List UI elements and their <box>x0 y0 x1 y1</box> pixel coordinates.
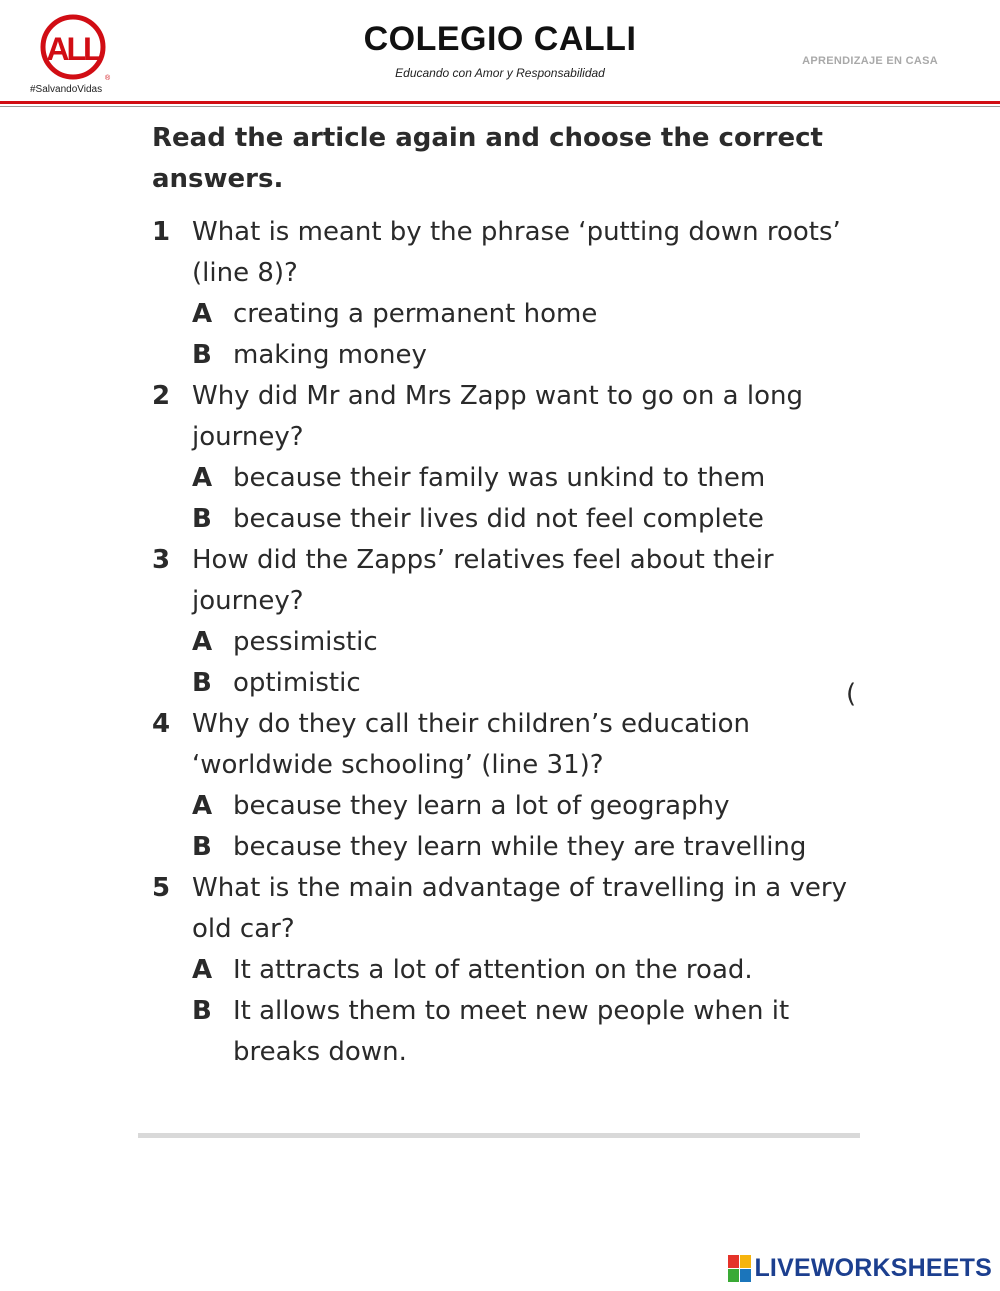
worksheet-content <box>152 118 852 1073</box>
question-1-option-a[interactable] <box>152 294 852 335</box>
question-text: What is the main advantage of travelling in a very old car? <box>192 873 847 944</box>
question-3 <box>152 540 852 622</box>
option-text: because they learn while they are travelling <box>233 832 807 862</box>
option-text: because their lives did not feel complete <box>233 504 764 534</box>
option-text: optimistic <box>233 668 361 698</box>
question-5-option-b[interactable] <box>152 991 852 1073</box>
svg-text:®: ® <box>105 75 111 82</box>
svg-text:ALL: ALL <box>46 31 100 67</box>
question-2 <box>152 376 852 458</box>
question-text: How did the Zapps’ relatives feel about their journey? <box>192 545 774 616</box>
liveworksheets-logo-icon <box>728 1255 751 1282</box>
question-5 <box>152 868 852 950</box>
school-motto: Educando con Amor y Responsabilidad <box>395 66 605 80</box>
stray-bracket-mark: ( <box>846 679 857 709</box>
question-3-option-a[interactable] <box>152 622 852 663</box>
question-number: 4 <box>152 709 171 739</box>
option-letter: B <box>192 340 212 370</box>
option-text: creating a permanent home <box>233 299 598 329</box>
question-number: 1 <box>152 217 171 247</box>
logo-block-yellow <box>740 1255 751 1268</box>
question-2-option-b[interactable] <box>152 499 852 540</box>
question-number: 5 <box>152 873 171 903</box>
question-1-option-b[interactable] <box>152 335 852 376</box>
option-letter: A <box>192 299 213 329</box>
question-1 <box>152 212 852 294</box>
option-text: It allows them to meet new people when it breaks down. <box>233 996 790 1067</box>
option-letter: B <box>192 832 212 862</box>
school-name: COLEGIO CALLI <box>363 20 637 58</box>
instructions-heading: Read the article again and choose the correct answers. <box>152 123 823 194</box>
question-4 <box>152 704 852 786</box>
header-divider-gray <box>0 106 1000 107</box>
page-header <box>0 0 1000 110</box>
option-letter: A <box>192 955 213 985</box>
question-5-option-a[interactable] <box>152 950 852 991</box>
option-text: pessimistic <box>233 627 378 657</box>
header-tagline: APRENDIZAJE EN CASA <box>802 55 938 67</box>
option-letter: A <box>192 791 213 821</box>
liveworksheets-brand: LIVEWORKSHEETS <box>754 1253 992 1282</box>
option-letter: B <box>192 504 212 534</box>
question-3-option-b[interactable] <box>152 663 852 704</box>
option-text: making money <box>233 340 427 370</box>
logo-block-green <box>728 1269 739 1282</box>
question-text: What is meant by the phrase ‘putting down roots’ (line 8)? <box>192 217 841 288</box>
option-letter: B <box>192 996 212 1026</box>
option-letter: A <box>192 463 213 493</box>
question-4-option-b[interactable] <box>152 827 852 868</box>
option-text: because they learn a lot of geography <box>233 791 730 821</box>
scan-bottom-edge <box>138 1133 860 1138</box>
liveworksheets-footer[interactable] <box>728 1253 992 1283</box>
question-4-option-a[interactable] <box>152 786 852 827</box>
question-2-option-a[interactable] <box>152 458 852 499</box>
question-text: Why did Mr and Mrs Zapp want to go on a long journey? <box>192 381 803 452</box>
question-text: Why do they call their children’s education ‘worldwide schooling’ (line 31)? <box>192 709 751 780</box>
option-text: It attracts a lot of attention on the road. <box>233 955 753 985</box>
option-text: because their family was unkind to them <box>233 463 766 493</box>
logo-block-red <box>728 1255 739 1268</box>
header-divider-red <box>0 101 1000 104</box>
hashtag-label: #SalvandoVidas <box>30 84 103 95</box>
logo-block-blue <box>740 1269 751 1282</box>
question-number: 3 <box>152 545 171 575</box>
question-number: 2 <box>152 381 171 411</box>
option-letter: B <box>192 668 212 698</box>
option-letter: A <box>192 627 213 657</box>
